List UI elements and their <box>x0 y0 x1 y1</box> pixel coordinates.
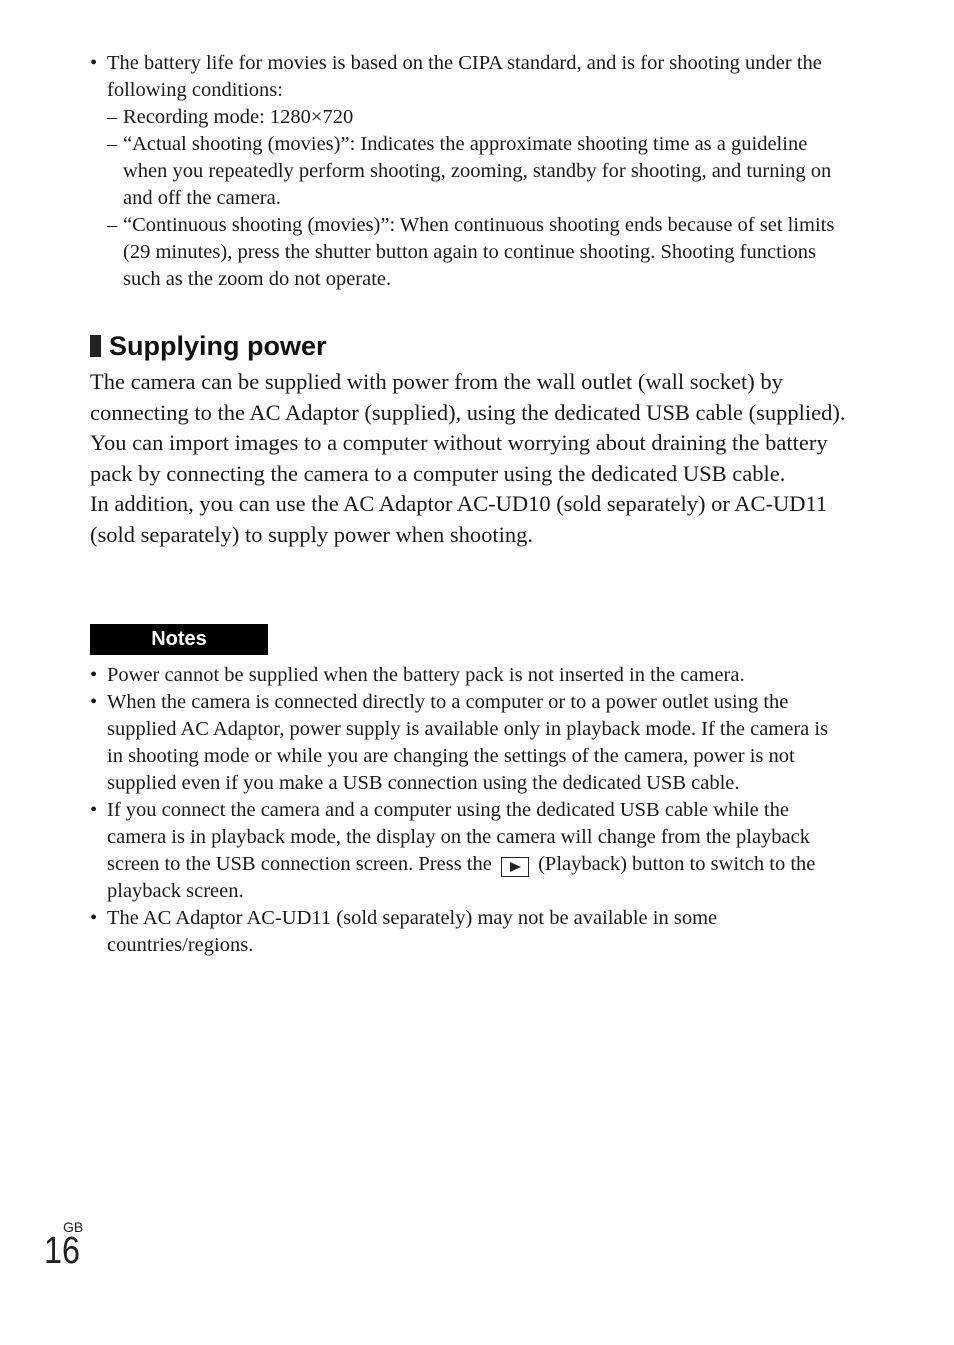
note-text: Power cannot be supplied when the battery pack is not inserted in the camera. <box>107 664 745 686</box>
body-paragraph: In addition, you can use the AC Adaptor AC-UD10 (sold separately) or AC-UD11 (sold separately) to supply power when shooting. <box>90 491 828 547</box>
condition-item-continuous-shooting <box>90 212 842 293</box>
note-text: The AC Adaptor AC-UD11 (sold separately) may not be available in some countries/regions. <box>107 907 718 956</box>
notes-list <box>90 662 842 959</box>
page-number: 16 <box>44 1230 80 1272</box>
battery-life-bullet <box>90 50 842 293</box>
note-item <box>90 905 842 959</box>
condition-item-recording-mode <box>90 104 842 131</box>
dash-marker: – <box>107 214 118 236</box>
condition-text: Recording mode: 1280×720 <box>123 106 354 128</box>
heading-marker-icon <box>90 335 101 357</box>
condition-item-actual-shooting <box>90 131 842 212</box>
section-body <box>90 367 850 550</box>
body-paragraph: You can import images to a computer without worrying about draining the battery pack by connecting the camera to a computer using the dedicated USB cable. <box>90 430 828 486</box>
bullet-marker: • <box>90 799 98 821</box>
battery-life-bullet-list <box>90 50 842 293</box>
bullet-marker: • <box>90 52 98 74</box>
bullet-marker: • <box>90 907 98 929</box>
note-item <box>90 797 842 905</box>
note-text-after-icon: (Playback) button to switch to the playback screen. <box>107 853 816 902</box>
condition-list <box>107 104 842 293</box>
note-text-before-icon: If you connect the camera and a computer using the dedicated USB cable while the camera is in playback mode, the display on the camera will change from the playback screen to the USB connection screen. Press the <box>107 799 810 875</box>
playback-icon <box>501 857 529 877</box>
language-code: GB <box>63 1219 84 1235</box>
bullet-marker: • <box>90 664 98 686</box>
section-title: Supplying power <box>109 330 327 361</box>
bullet-marker: • <box>90 691 98 713</box>
condition-text: “Continuous shooting (movies)”: When continuous shooting ends because of set limits (29 minutes), press the shutter button again to continue shooting. Shooting functions such as the zoom do not operate. <box>123 214 835 290</box>
dash-marker: – <box>107 133 118 155</box>
body-paragraph: The camera can be supplied with power from the wall outlet (wall socket) by connecting to the AC Adaptor (supplied), using the dedicated USB cable (supplied). <box>90 369 846 425</box>
condition-text: “Actual shooting (movies)”: Indicates the approximate shooting time as a guideline when you repeatedly perform shooting, zooming, standby for shooting, and turning on and off the camera. <box>123 133 832 209</box>
note-item <box>90 689 842 797</box>
note-item <box>90 662 842 689</box>
note-text: When the camera is connected directly to a computer or to a power outlet using the supplied AC Adaptor, power supply is available only in playback mode. If the camera is in shooting mode or while you are changing the settings of the camera, power is not supplied even if you make a USB connection using the dedicated USB cable. <box>107 691 829 794</box>
notes-label: Notes <box>90 624 268 655</box>
section-heading <box>90 328 327 364</box>
dash-marker: – <box>107 106 118 128</box>
battery-life-text: The battery life for movies is based on the CIPA standard, and is for shooting under the following conditions: <box>107 52 822 101</box>
